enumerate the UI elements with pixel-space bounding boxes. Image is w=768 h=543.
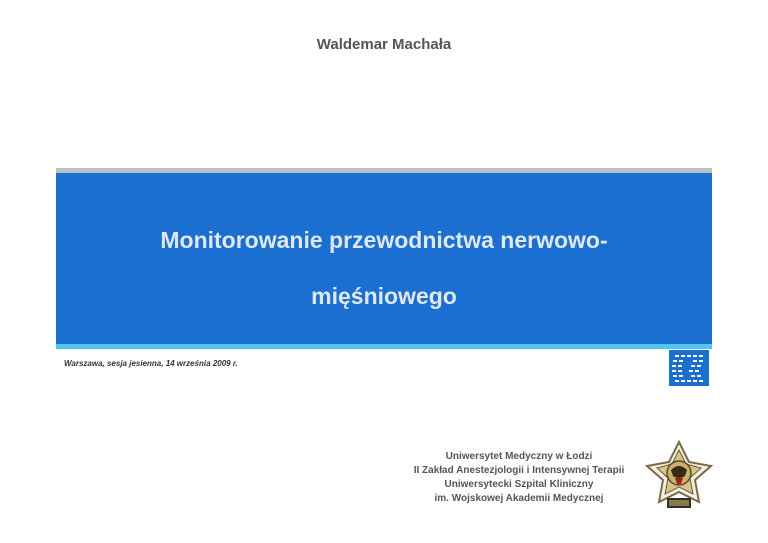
institution-line: Uniwersytet Medyczny w Łodzi <box>445 451 593 462</box>
conference-logo-icon <box>669 350 709 386</box>
bottom-divider <box>56 344 712 349</box>
institution-line: Uniwersytecki Szpital Kliniczny <box>444 479 594 490</box>
university-emblem-icon <box>645 440 713 516</box>
institution-line: im. Wojskowej Akademii Medycznej <box>434 493 604 504</box>
title-line-2: mięśniowego <box>311 283 457 309</box>
title-line-1: Monitorowanie przewodnictwa nerwowo- <box>160 227 608 253</box>
presentation-title <box>56 212 712 324</box>
institution-block <box>386 450 652 506</box>
institution-line: II Zakład Anestezjologii i Intensywnej Terapii <box>413 465 625 476</box>
author-name: Waldemar Machała <box>316 36 452 53</box>
date-subtitle: Warszawa, sesja jesienna, 14 września 2009 r. <box>64 359 238 368</box>
